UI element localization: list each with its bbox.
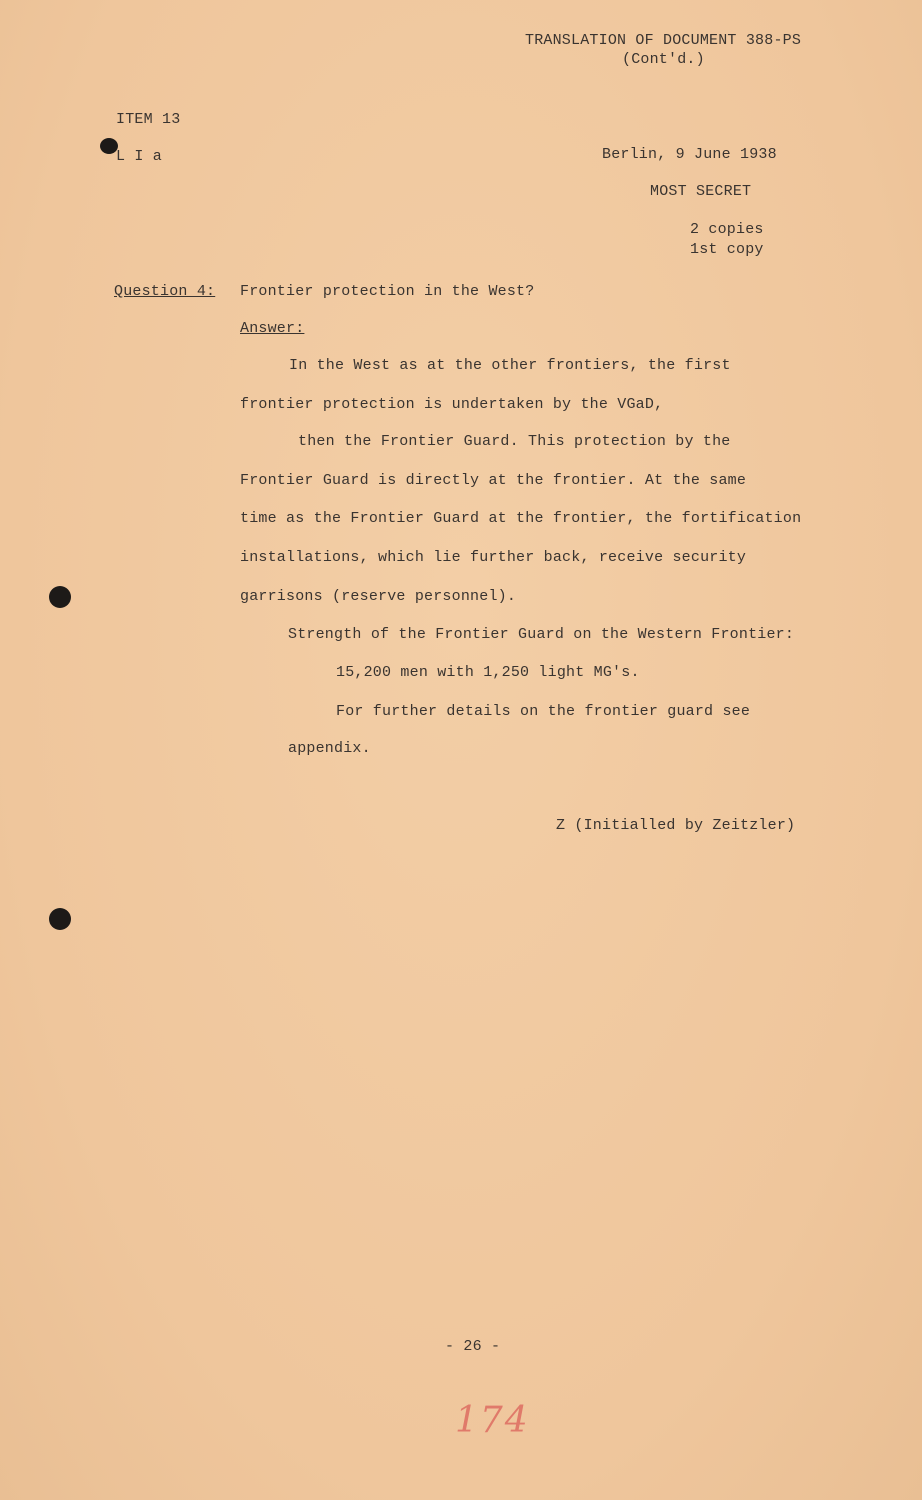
copies-count: 2 copies	[690, 221, 764, 238]
answer-line: garrisons (reserve personnel).	[240, 588, 517, 605]
translation-header: TRANSLATION OF DOCUMENT 388-PS	[525, 32, 802, 49]
office-code: L I a	[116, 148, 163, 165]
item-number: ITEM 13	[116, 111, 181, 128]
question-text: Frontier protection in the West?	[240, 283, 535, 300]
question-label: Question 4:	[114, 283, 216, 300]
copy-number: 1st copy	[690, 241, 764, 258]
answer-line: appendix.	[288, 740, 371, 757]
continued-label: (Cont'd.)	[622, 51, 705, 68]
answer-line: 15,200 men with 1,250 light MG's.	[336, 664, 640, 681]
handwritten-number: 174	[455, 1400, 530, 1441]
answer-label: Answer:	[240, 320, 305, 337]
answer-line: then the Frontier Guard. This protection by the	[298, 433, 731, 450]
punch-hole	[49, 908, 71, 930]
place-date: Berlin, 9 June 1938	[602, 146, 777, 163]
answer-line: time as the Frontier Guard at the frontier, the fortification	[240, 510, 802, 527]
punch-hole	[49, 586, 71, 608]
answer-line: Frontier Guard is directly at the frontier. At the same	[240, 472, 747, 489]
answer-line: In the West as at the other frontiers, the first	[289, 357, 731, 374]
answer-line: Strength of the Frontier Guard on the Western Frontier:	[288, 626, 795, 643]
answer-line: frontier protection is undertaken by the VGaD,	[240, 396, 664, 413]
answer-line: For further details on the frontier guard see	[336, 703, 751, 720]
classification: MOST SECRET	[650, 183, 752, 200]
answer-line: installations, which lie further back, receive security	[240, 549, 747, 566]
page-number: - 26 -	[445, 1338, 501, 1355]
signature: Z (Initialled by Zeitzler)	[556, 817, 796, 834]
